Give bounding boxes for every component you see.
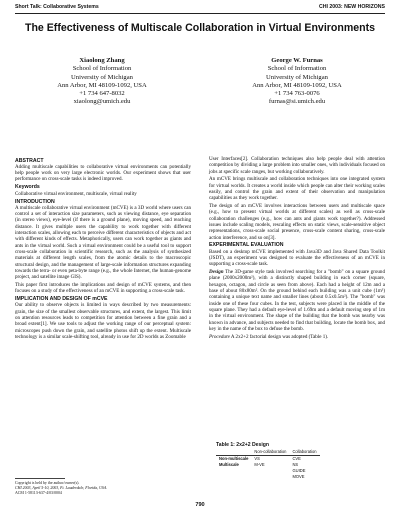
right-paragraph-3: The design of an mCVE involves interactions between users and multiscale space (e.g., how to present virtual worlds at different scales) as well as cross-scale collaboration challenges (e.g., how can ants and giants work together?). Addressed issues include scaling models, rescaling effects on static views, scale-sensitive object representations, cross-scale social presence, cross-scale content sharing, cross-scale action interference, and so on[3].: [209, 203, 385, 241]
table-cell: NS: [292, 461, 299, 467]
author-school: School of Information: [267, 65, 327, 73]
copyright-line-1: Copyright is held by the author/owner(s).: [15, 481, 80, 485]
author-name: George W. Furnas: [271, 57, 323, 64]
design-paragraph: [209, 269, 385, 332]
author-email[interactable]: xiaolong@umich.edu: [73, 98, 131, 106]
table-cell: [216, 473, 251, 479]
author-university: University of Michigan: [71, 73, 133, 81]
introduction-paragraph-1: A multiscale collaborative virtual environment (mCVE) is a 3D world where users can control a set of interaction size parameters, such as viewing distance, eye separation (in stereo views), eye-level (if there is a ground plane), moving speed, and reaching distance. It gives multiple users the capability to work together with different interaction scales, allowing each to perceive different characteristics of objects and act with different kinds of effects. Metaphorically, users can work together as giants and ants in the virtual world. Such a virtual environment could be a useful tool to support cross-scale collaboration in scientific research, such as the analysis of synthesized materials at different length scales, from the atomic details to the macroscopic structural design, and the management of large-scale information structures expanding towards the terra- or even peta-byte range (e.g., the whole Internet, the human-genome project, and satellite image GIS).: [15, 204, 191, 281]
author-block-1: [27, 57, 177, 107]
keywords-heading: Keywords: [15, 184, 40, 191]
design-text: The 3D-game style task involved searching for a "bomb" on a square ground plane (2000x2000m²), with a distinctly shaped building in each corner (square, hexagon, octagon, and circle as seen from above). Each had a height of 12m and a base of about 80x80m². On the ground behind each building was a unit cube (1m³) containing a unique text name and smaller lines (about 0.5x0.5m²). The "bomb" was inside one of these four cubes. In the test, subjects were placed in the middle of the square plane. They had a default eye-level of 1.69m and a default moving step of 1m in the virtual environment. The shape of the building that the bomb was nearby was known in advance, and subjects needed to find that building, locate the bomb box, and key in the name of the box to defuse the bomb.: [209, 269, 385, 332]
right-paragraph-1: User Interfaces[2]. Collaboration techniques also help people deal with attention competition by dividing a large problem into smaller ones, with individuals focused on jobs at specific scale ranges, but working collaboratively.: [209, 156, 385, 175]
author-phone: +1 734 647-8032: [79, 90, 125, 98]
copyright-line-2: CHI 2003, April 5-10, 2003, Ft. Lauderdale, Florida, USA.: [15, 486, 108, 490]
header-right: CHI 2003: NEW HORIZONS: [318, 4, 385, 10]
author-email[interactable]: furnas@si.umich.edu: [268, 98, 326, 106]
table-grid: [216, 449, 320, 479]
table-cell: [251, 473, 289, 479]
abstract-text: Adding multiscale capabilities to collaborative virtual environments can potentially help people work on very large electronic worlds. Our experiment shows that user performance on cross-scale tasks is indeed improved.: [15, 163, 191, 183]
procedure-text: A 2x2+2 factorial design was adopted (Table 1).: [230, 333, 329, 340]
copyright-line-3: ACM 1-58113-637-4/03/0004: [15, 491, 62, 495]
paper-title: The Effectiveness of Multiscale Collaboration in Virtual Environments: [24, 22, 376, 34]
author-phone: +1 734 763-0076: [274, 90, 320, 98]
design-table: [216, 442, 320, 479]
table-cell: GUIDE: [292, 467, 306, 473]
introduction-heading: INTRODUCTION: [15, 198, 55, 205]
right-column: [209, 156, 385, 340]
running-header: [15, 4, 385, 13]
page-number: 790: [195, 502, 205, 508]
author-address: Ann Arbor, MI 48109-1092, USA: [252, 81, 342, 89]
introduction-paragraph-2: This paper first introduces the implications and design of mCVE systems, and then focuses on a study of the effectiveness of an mCVE in supporting a cross-scale task.: [15, 281, 191, 295]
header-rule: [15, 13, 385, 14]
design-label: Design: [209, 269, 224, 276]
table-cell: CVE: [292, 456, 301, 462]
table-header-cell: Collaboration: [289, 449, 319, 455]
experiment-paragraph: Based on a desktop mCVE implemented with Java3D and Java Shared Data Toolkit (JSDT), an experiment was designed to evaluate the effectiveness of an mCVE in supporting a cross-scale task.: [209, 248, 385, 268]
implication-paragraph: Our ability to observe objects is limited in ways described by two measurements: grain, the size of the smallest observable structures, and extent, the largest. This limit on attention resources leads to competition for attention between a fine grain and a broad extent[1]. We use tools to adjust the working range of our perceptual system: microscopes push down the grain, and satellite photos shift up the extent. Multiscale technology is a similar scale-shifting tool, already in use for 2D worlds as Zoomable: [15, 302, 191, 340]
header-left: Short Talk: Collaborative Systems: [15, 4, 99, 10]
left-column: [15, 156, 191, 340]
author-block-2: [222, 57, 372, 107]
table-cell: VS: [254, 456, 260, 462]
table-cell: M-VE: [254, 461, 265, 467]
table-cell: Non-multiscale: [219, 456, 249, 462]
keywords-text: Collaborative virtual environment, multiscale, virtual reality: [15, 190, 137, 197]
experiment-heading: EXPERIMENTAL EVALUATION: [209, 242, 284, 249]
procedure-paragraph: [209, 334, 385, 340]
implication-heading: IMPLICATION AND DESIGN OF mCVE: [15, 296, 108, 303]
table-row: [216, 473, 320, 479]
copyright-notice: [15, 478, 191, 496]
table-cell: Multiscale: [219, 461, 239, 467]
table-caption: Table 1: 2x2+2 Design: [216, 442, 269, 448]
procedure-label: Procedure: [209, 333, 230, 340]
author-address: Ann Arbor, MI 48109-1092, USA: [57, 81, 147, 89]
table-header-cell: Non-collaboration: [251, 449, 289, 455]
author-name: Xiaolong Zhang: [79, 57, 125, 64]
author-school: School of Information: [72, 65, 132, 73]
right-paragraph-2: An mCVE brings multiscale and collaboration techniques into one integrated system for virtual worlds. It creates a world inside which people can alter their working scales easily, and control the grain and extent of their observation and manipulation capabilities as they work together.: [209, 176, 385, 202]
footnote-rule: [15, 478, 65, 479]
author-university: University of Michigan: [266, 73, 328, 81]
abstract-heading: ABSTRACT: [15, 157, 44, 164]
table-cell: MOVE: [292, 473, 305, 479]
